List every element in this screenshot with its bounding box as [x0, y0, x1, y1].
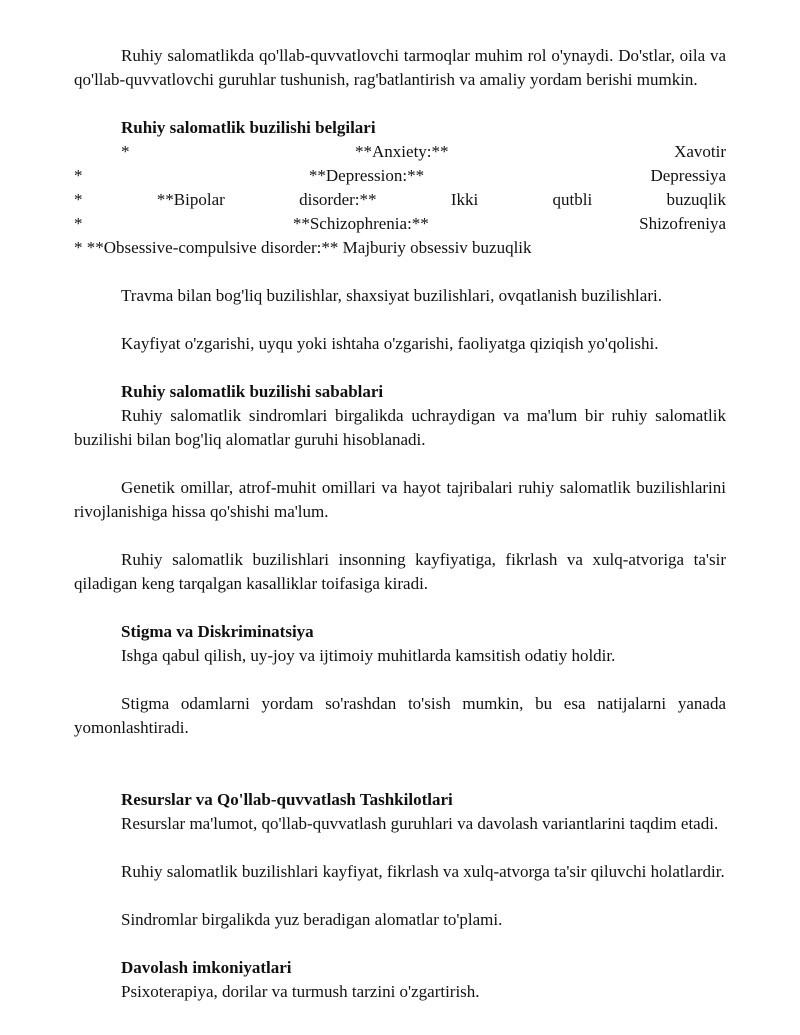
heading-causes: Ruhiy salomatlik buzilishi sabablari: [121, 382, 384, 401]
bullet-marker: *: [74, 166, 83, 185]
heading-resources: Resurslar va Qo'llab-quvvatlash Tashkilotlari: [121, 790, 453, 809]
paragraph-stigma-2: Stigma odamlarni yordam so'rashdan to'sish mumkin, bu esa natijalarni yanada yomonlashtiradi.: [74, 694, 726, 737]
sign-translation-anxiety: Xavotir: [674, 142, 726, 161]
bullet-marker: *: [74, 190, 83, 209]
sign-word: **Bipolar: [156, 190, 225, 209]
sign-translation-schizophrenia: Shizofreniya: [639, 214, 726, 233]
sign-term-schizophrenia: **Schizophrenia:**: [292, 214, 429, 233]
paragraph-resources-1: Resurslar ma'lumot, qo'llab-quvvatlash guruhlari va davolash variantlarini taqdim etadi.: [121, 814, 719, 833]
signs-line-4: [74, 212, 726, 236]
signs-line-1: [74, 140, 726, 164]
paragraph-stigma-1: Ishga qabul qilish, uy-joy va ijtimoiy muhitlarda kamsitish odatiy holdir.: [121, 646, 616, 665]
paragraph-causes-1: Ruhiy salomatlik sindromlari birgalikda uchraydigan va ma'lum bir ruhiy salomatlik buzilishi bilan bog'liq alomatlar guruhi hisoblanadi.: [74, 406, 726, 449]
heading-signs: Ruhiy salomatlik buzilishi belgilari: [121, 118, 376, 137]
sign-word: Ikki: [450, 190, 479, 209]
bullet-marker: *: [121, 142, 130, 161]
sign-term-anxiety: **Anxiety:**: [355, 142, 449, 161]
paragraph-causes-2: Genetik omillar, atrof-muhit omillari va hayot tajribalari ruhiy salomatlik buzilishlarini rivojlanishiga hissa qo'shishi ma'lum.: [74, 478, 726, 521]
sign-word: buzuqlik: [666, 190, 726, 209]
sign-word: disorder:**: [299, 190, 377, 209]
bullet-marker: *: [74, 214, 83, 233]
sign-term-depression: **Depression:**: [308, 166, 425, 185]
signs-line-3: [74, 188, 726, 212]
heading-treatment: Davolash imkoniyatlari: [121, 958, 292, 977]
signs-line-5: * **Obsessive-compulsive disorder:** Majburiy obsessiv buzuqlik: [74, 238, 532, 257]
paragraph-causes-3: Ruhiy salomatlik buzilishlari insonning kayfiyatiga, fikrlash va xulq-atvoriga ta'sir qiladigan keng tarqalgan kasalliklar toifasiga kiradi.: [74, 550, 726, 593]
paragraph-treatment-1: Psixoterapiya, dorilar va turmush tarzini o'zgartirish.: [121, 982, 480, 1001]
paragraph-intro: Ruhiy salomatlikda qo'llab-quvvatlovchi tarmoqlar muhim rol o'ynaydi. Do'stlar, oila va qo'llab-quvvatlovchi guruhlar tushunish, rag'batlantirish va amaliy yordam berishi mumkin.: [74, 46, 726, 89]
sign-translation-depression: Depressiya: [650, 166, 726, 185]
paragraph-symptoms: Kayfiyat o'zgarishi, uyqu yoki ishtaha o'zgarishi, faoliyatga qiziqish yo'qolishi.: [121, 334, 659, 353]
signs-line-2: [74, 164, 726, 188]
paragraph-resources-3: Sindromlar birgalikda yuz beradigan alomatlar to'plami.: [121, 910, 503, 929]
paragraph-resources-2: Ruhiy salomatlik buzilishlari kayfiyat, fikrlash va xulq-atvorga ta'sir qiluvchi holatlardir.: [121, 862, 725, 881]
document-body: [74, 44, 726, 1004]
paragraph-types: Travma bilan bog'liq buzilishlar, shaxsiyat buzilishlari, ovqatlanish buzilishlari.: [121, 286, 662, 305]
sign-word: qutbli: [552, 190, 593, 209]
heading-stigma: Stigma va Diskriminatsiya: [121, 622, 314, 641]
